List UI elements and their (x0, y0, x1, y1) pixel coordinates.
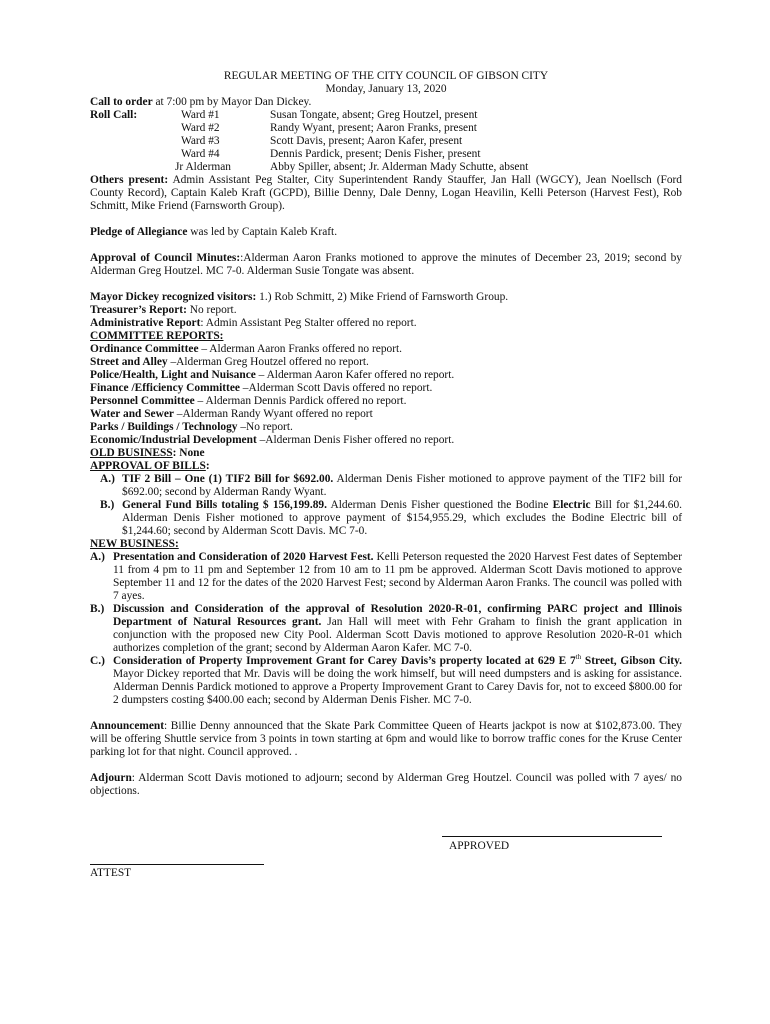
approved-label: APPROVED (449, 840, 510, 852)
new-business-item: B.) Discussion and Consideration of the approval of Resolution 2020-R-01, confirming PARC project and Illinois Department of Natural Resources grant. Jan Hall will meet with Fehr Graham to finish the grant application in conjunction with the proposed new City Pool. Alderman Scott Davis motioned to approve Resolution 2020-R-01 which authorizes completion of the grant; second by Alderman Aaron Kafer. MC 7-0. (90, 603, 682, 654)
approval-of-minutes: Approval of Council Minutes::Alderman Aaron Franks motioned to approve the minutes of December 23, 2019; second by Alderman Greg Houtzel. MC 7-0. Alderman Susie Tongate was absent. (90, 252, 682, 277)
announcement: Announcement: Billie Denny announced that the Skate Park Committee Queen of Hearts jackpot is now at $102,873.00. They will be offering Shuttle service from 3 points in town starting at 6pm and would like to borrow traffic cones for the Kruse Center parking lot for that night. Council approved. . (90, 720, 682, 758)
item-letter: B.) (100, 499, 115, 511)
call-to-order: Call to order at 7:00 pm by Mayor Dan Dickey. (90, 96, 312, 108)
item-letter: A.) (90, 551, 105, 563)
roll-call-label: Roll Call: (90, 109, 138, 121)
new-business-item: A.) Presentation and Consideration of 2020 Harvest Fest. Kelli Peterson requested the 2020 Harvest Fest dates of September 11 from 4 pm to 11 pm and September 12 from 10 am to 11 pm be approved. Alderman Scott Davis motioned to approve September 11 and 12 for the dates of the 2020 Harvest Fest; second by Alderman Aaron Franks. The council was polled with 7 ayes. (90, 551, 682, 602)
ward-label: Ward #1 (181, 109, 220, 121)
committee-report: Personnel Committee – Alderman Dennis Pardick offered no report. (90, 395, 407, 407)
ward-label: Ward #3 (181, 135, 220, 147)
new-business-heading: NEW BUSINESS: (90, 538, 179, 550)
item-letter: A.) (100, 473, 115, 485)
roll-call-row (90, 122, 682, 135)
roll-call (90, 109, 682, 174)
item-letter: B.) (90, 603, 105, 615)
committee-report: Finance /Efficiency Committee –Alderman Scott Davis offered no report. (90, 382, 433, 394)
roll-call-row (90, 135, 682, 148)
meeting-date: Monday, January 13, 2020 (325, 83, 447, 95)
committee-report: Parks / Buildings / Technology –No report. (90, 421, 293, 433)
committee-reports-heading: COMMITTEE REPORTS: (90, 330, 224, 342)
roll-call-row (90, 161, 682, 174)
others-present: Others present: Admin Assistant Peg Stalter, City Superintendent Randy Stauffer, Jan Hall (WGCY), Jean Noellsch (Ford County Record), Captain Kaleb Kraft (GCPD), Billie Denny, Dale Denny, Logan Heavilin, Kelli Peterson (Harvest Fest), Rob Schmitt, Mike Friend (Farnsworth Group). (90, 174, 683, 212)
adjourn: Adjourn: Alderman Scott Davis motioned to adjourn; second by Alderman Greg Houtzel. Council was polled with 7 ayes/ no objections. (90, 772, 682, 797)
ward-label: Ward #4 (181, 148, 220, 160)
attest-signature-line (90, 864, 264, 865)
meeting-minutes (90, 70, 682, 798)
committee-report: Ordinance Committee – Alderman Aaron Franks offered no report. (90, 343, 403, 355)
bill-item: A.) TIF 2 Bill – One (1) TIF2 Bill for $692.00. Alderman Denis Fisher motioned to approve payment of the TIF2 bill for $692.00; second by Alderman Randy Wyant. (90, 473, 682, 499)
ward-members: Susan Tongate, absent; Greg Houtzel, present (270, 109, 478, 121)
committee-report: Water and Sewer –Alderman Randy Wyant offered no report (90, 408, 373, 420)
recognized-visitors: Mayor Dickey recognized visitors: 1.) Rob Schmitt, 2) Mike Friend of Farnsworth Group. (90, 291, 509, 303)
document-title: REGULAR MEETING OF THE CITY COUNCIL OF GIBSON CITY (223, 70, 549, 82)
old-business: OLD BUSINESS: None (90, 447, 205, 459)
treasurer-report: Treasurer’s Report: No report. (90, 304, 237, 316)
roll-call-row (90, 148, 682, 161)
approved-signature-line (442, 836, 662, 837)
ward-members: Scott Davis, present; Aaron Kafer, present (270, 135, 463, 147)
ward-label: Jr Alderman (175, 161, 231, 173)
committee-report: Economic/Industrial Development –Alderman Denis Fisher offered no report. (90, 434, 455, 446)
roll-call-row (90, 109, 682, 122)
committee-report: Street and Alley –Alderman Greg Houtzel offered no report. (90, 356, 369, 368)
administrative-report: Administrative Report: Admin Assistant Peg Stalter offered no report. (90, 317, 417, 329)
new-business-item: C.) Consideration of Property Improvement Grant for Carey Davis’s property located at 629 E 7th Street, Gibson City. Mayor Dickey reported that Mr. Davis will be doing the work himself, but will need dumpsters and is asking for assistance. Alderman Dennis Pardick motioned to approve a Property Improvement Grant to Carey Davis for, not to exceed $800.00 for 2 dumpsters costing $400.00 each; second by Alderman Denis Fisher. MC 7-0. (90, 653, 682, 706)
pledge-of-allegiance: Pledge of Allegiance was led by Captain Kaleb Kraft. (90, 226, 338, 238)
ward-label: Ward #2 (181, 122, 220, 134)
approval-of-bills-heading: APPROVAL OF BILLS: (90, 460, 210, 472)
committee-report: Police/Health, Light and Nuisance – Alderman Aaron Kafer offered no report. (90, 369, 455, 381)
item-letter: C.) (90, 655, 105, 667)
bill-item: B.) General Fund Bills totaling $ 156,199.89. Alderman Denis Fisher questioned the Bodine Electric Bill for $1,244.60. Alderman Denis Fisher motioned to approve payment of $154,955.29, which excludes the Bodine Electric bill of $1,244.60; second by Alderman Scott Davis. MC 7-0. (90, 499, 682, 538)
ward-members: Abby Spiller, absent; Jr. Alderman Mady Schutte, absent (270, 161, 529, 173)
ward-members: Randy Wyant, present; Aaron Franks, present (270, 122, 477, 134)
attest-label: ATTEST (90, 867, 132, 879)
ward-members: Dennis Pardick, present; Denis Fisher, present (270, 148, 481, 160)
